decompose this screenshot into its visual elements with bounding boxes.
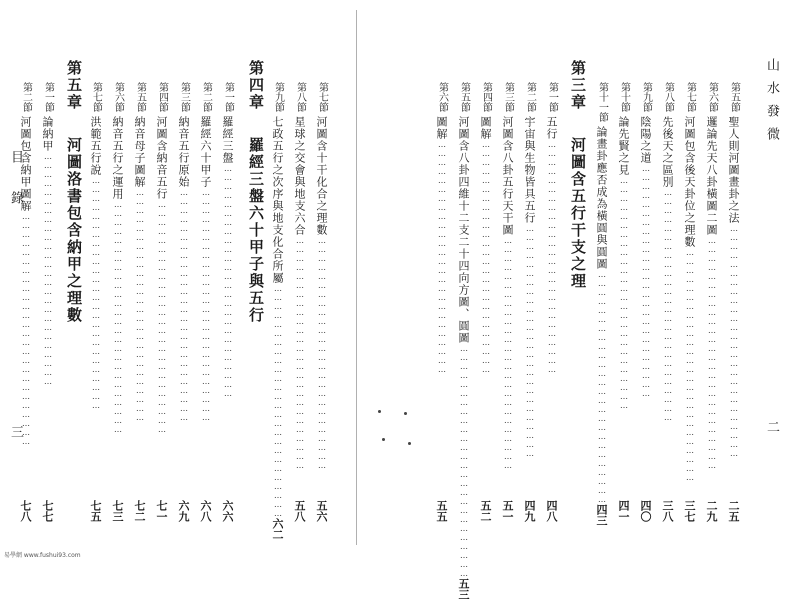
dot-leader: …………………………………………………………………… [43,152,53,386]
toc-entry[interactable] [524,82,535,522]
chapter-label: 第四章 [247,60,265,111]
page-ref: 五二 [479,500,492,522]
toc-label: 目錄 [8,150,23,232]
section-number: 第七節 [90,82,102,112]
section-number: 第一節 [42,82,54,112]
section-title: 圖解 [435,116,448,140]
dot-leader: …………………………………………………………………… [157,200,167,434]
dot-leader: …………………………………………………………………… [179,188,189,422]
section-number: 第八節 [662,82,674,112]
section-number: 第六節 [112,82,124,112]
section-number: 第一節 [222,82,234,112]
toc-entry[interactable] [436,82,447,522]
dot-leader: …………………………………………………………………… [547,140,557,374]
dot-leader: …………………………………………………………………… [481,140,491,374]
section-number: 第三節 [178,82,190,112]
section-number: 第九節 [272,82,284,112]
toc-entry[interactable] [618,82,629,522]
toc-entry[interactable] [20,82,31,522]
toc-entry[interactable] [112,82,123,522]
section-title: 河圖含八卦四維十二支二十四向方圖、圓圖 [457,116,470,344]
section-title: 納音五行原始 [177,116,190,188]
toc-entry[interactable] [480,82,491,522]
dot-leader: …………………………………………………………………… [317,236,327,470]
page-ref: 六九 [177,500,190,522]
dot-leader: …………………………………………………………………… [597,270,607,504]
chapter-title: 河圖含五行干支之理 [569,137,587,290]
page-number-right: 二 [764,420,779,443]
toc-entry[interactable] [457,82,470,600]
chapter-heading[interactable] [246,60,267,324]
page-ref: 四〇 [639,500,652,522]
page-edge [356,10,357,545]
section-number: 第五節 [458,82,470,112]
section-title: 聖人則河圖畫卦之法 [727,116,740,224]
toc-entry[interactable] [134,82,145,522]
page-ref: 七五 [89,500,102,522]
toc-entry[interactable] [294,82,305,522]
section-number: 第十節 [618,82,630,112]
dot-leader: …………………………………………………………………… [295,236,305,470]
watermark-footer: 易學網 www.fushui93.com [4,552,81,559]
page-ref: 三八 [661,500,674,522]
page-ref: 六六 [221,500,234,522]
toc-entry[interactable] [42,82,53,522]
toc-entry[interactable] [640,82,651,522]
section-title: 洪範五行說 [89,116,102,176]
toc-entry[interactable] [316,82,327,522]
dot-leader: …………………………………………………………………… [707,236,717,470]
dot-leader: …………………………………………………………………… [113,200,123,434]
section-title: 羅經三盤 [221,116,234,164]
section-title: 納音五行之運用 [111,116,124,200]
toc-entry[interactable] [178,82,189,522]
section-title: 納音母子圖解 [133,116,146,188]
toc-entry[interactable] [662,82,673,522]
section-title: 七政五行之次序與地支化合所屬 [271,116,284,284]
toc-entry[interactable] [546,82,557,522]
scan-speck [378,410,381,413]
chapter-title: 羅經三盤六十甲子與五行 [247,137,265,324]
dot-leader: …………………………………………………………………… [525,224,535,458]
page-ref: 七一 [155,500,168,522]
section-title: 論先賢之見 [617,116,630,176]
toc-entry[interactable] [156,82,167,522]
toc-entry[interactable] [90,82,101,522]
page-ref: 七三 [111,500,124,522]
dot-leader: …………………………………………………………………… [223,164,233,398]
toc-entry[interactable] [706,82,717,522]
dot-leader: …………………………………………………………………… [135,188,145,422]
dot-leader: …………………………………………………………………… [619,176,629,410]
page-ref: 四一 [617,500,630,522]
section-number: 第五節 [134,82,146,112]
dot-leader: …………………………………………………………………… [459,344,469,578]
dot-leader: …………………………………………………………………… [21,212,31,446]
scan-speck [408,442,411,445]
toc-entry[interactable] [595,82,608,526]
page-ref: 七二 [133,500,146,522]
chapter-heading[interactable] [64,60,85,324]
toc-entry[interactable] [222,82,233,522]
toc-entry[interactable] [502,82,513,522]
section-number: 第十一節 [596,82,608,122]
section-title: 陰陽之道 [639,116,652,164]
chapter-label: 第五章 [65,60,83,111]
section-title: 邏論先天八卦橫圖二圖 [705,116,718,236]
toc-entry[interactable] [728,82,739,522]
dot-leader: …………………………………………………………………… [273,284,283,518]
page-ref: 七七 [41,500,54,522]
dot-leader: …………………………………………………………………… [663,188,673,422]
book-title: 山水發微 [764,58,779,150]
page-ref: 二九 [705,500,718,522]
dot-leader: …………………………………………………………………… [685,248,695,482]
toc-entry[interactable] [684,82,695,522]
chapter-heading[interactable] [568,60,589,290]
page-ref: 五五 [435,500,448,522]
page-ref: 五八 [293,500,306,522]
page-ref: 四三 [595,504,608,526]
page-ref: 七八 [19,500,32,522]
dot-leader: …………………………………………………………………… [201,188,211,422]
chapter-title: 河圖洛書包含納甲之理數 [65,137,83,324]
page-ref: 三七 [683,500,696,522]
section-number: 第八節 [294,82,306,112]
section-title: 先後天之區別 [661,116,674,188]
page-ref: 四八 [545,500,558,522]
section-title: 河圖包含後天卦位之理數 [683,116,696,248]
section-number: 第四節 [480,82,492,112]
section-title: 星球之交會與地支六合 [293,116,306,236]
section-number: 第六節 [706,82,718,112]
dot-leader: …………………………………………………………………… [437,140,447,374]
section-number: 第二節 [200,82,212,112]
section-title: 河圖包含納甲圖解 [19,116,32,212]
page-ref: 五三 [457,578,470,600]
section-title: 五行 [545,116,558,140]
dot-leader: …………………………………………………………………… [641,164,651,398]
section-title: 河圖含納音五行 [155,116,168,200]
section-number: 第九節 [640,82,652,112]
section-number: 第二節 [20,82,32,112]
section-number: 第三節 [502,82,514,112]
section-title: 河圖含八卦五行天干圖 [501,116,514,236]
toc-entry[interactable] [200,82,211,522]
page-ref: 四九 [523,500,536,522]
dot-leader: …………………………………………………………………… [91,176,101,410]
page-ref: 六八 [199,500,212,522]
page-ref: 五一 [501,500,514,522]
scan-speck [382,438,385,441]
scan-speck [404,412,407,415]
page-ref: 二五 [727,500,740,522]
dot-leader: …………………………………………………………………… [503,236,513,470]
section-title: 羅經六十甲子 [199,116,212,188]
section-title: 圖解 [479,116,492,140]
section-title: 河圖含十干化合之理數 [315,116,328,236]
section-number: 第六節 [436,82,448,112]
toc-entry[interactable] [271,82,284,540]
section-number: 第四節 [156,82,168,112]
chapter-label: 第三章 [569,60,587,111]
page-number-left: 三 [8,425,23,448]
section-number: 第五節 [728,82,740,112]
section-number: 第七節 [684,82,696,112]
page-ref: 六二 [271,518,284,540]
section-number: 第七節 [316,82,328,112]
section-title: 論畫卦應否成為橫圓與圓圖 [595,126,608,270]
section-title: 論納甲 [41,116,54,152]
section-number: 第一節 [546,82,558,112]
section-number: 第二節 [524,82,536,112]
dot-leader: …………………………………………………………………… [729,224,739,458]
page-ref: 五六 [315,500,328,522]
section-title: 宇宙與生物皆具五行 [523,116,536,224]
